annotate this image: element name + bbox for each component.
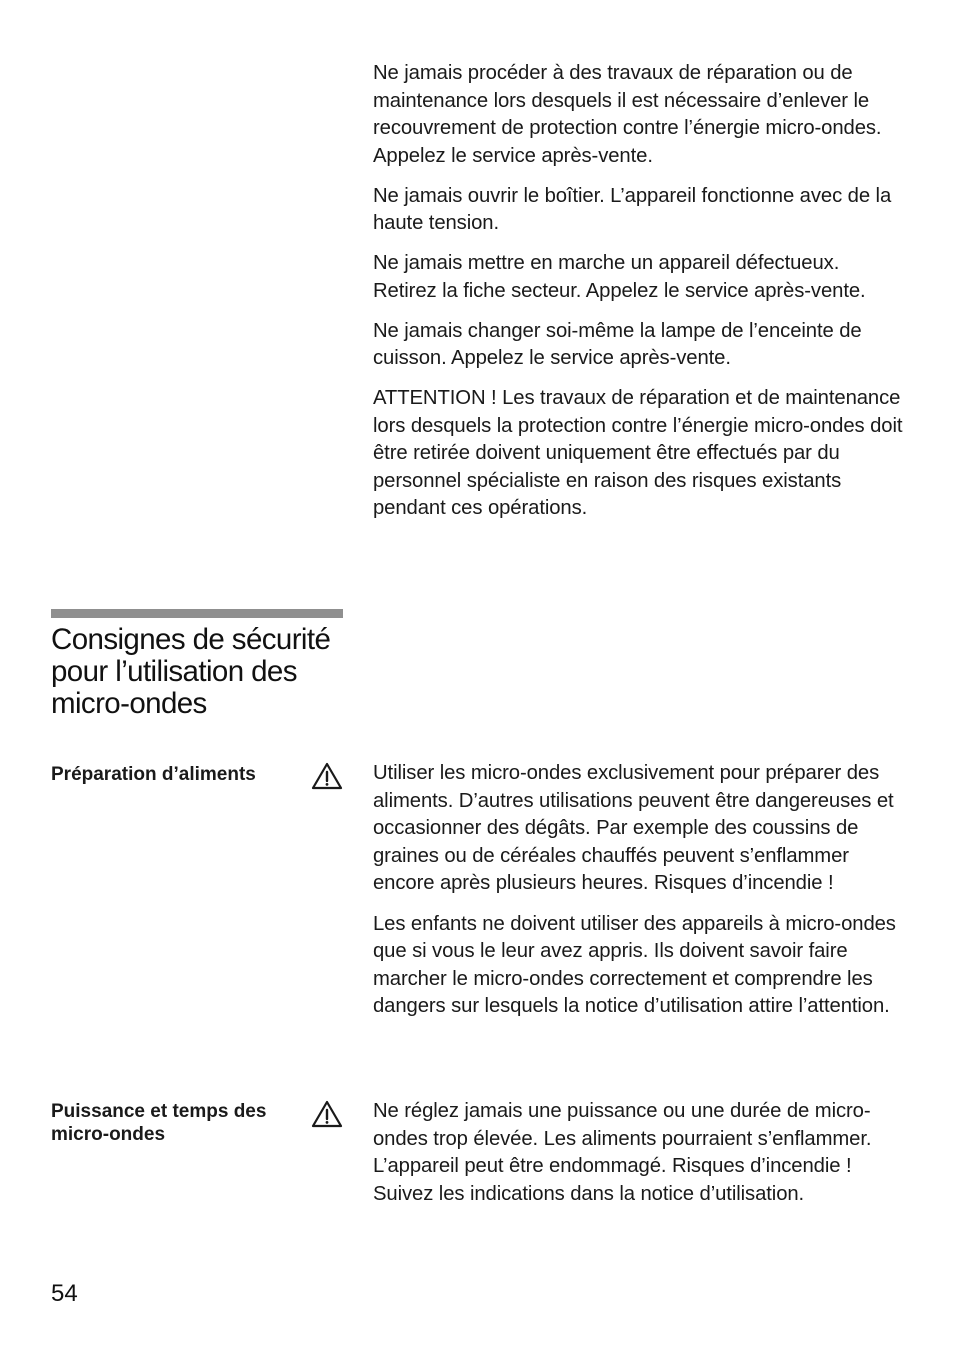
power-text <box>373 1098 905 1208</box>
warning-triangle-icon <box>311 1100 343 1128</box>
top-warnings <box>373 60 905 535</box>
label-power-time: Puissance et temps des micro-ondes <box>51 1101 267 1145</box>
paragraph-children: Les enfants ne doivent utiliser des appareils à micro-ondes que si vous le leur avez appris. Ils doivent savoir faire marcher le micro-ondes correctement et comprendre les dangers sur lesquels la notice d’utilisation attire l’attention. <box>373 912 896 1017</box>
paragraph-attention: ATTENTION ! Les travaux de réparation et de maintenance lors desquels la protection contre l’énergie micro-ondes doit être retirée doivent uniquement être effectués par du personnel spécialiste en raison des risques existants pendant ces opérations. <box>373 387 903 519</box>
section-title: Consignes de sécurité pour l’utilisation des micro-ondes <box>51 623 331 720</box>
preparation-text <box>373 760 905 1034</box>
section-divider-bar <box>51 609 343 618</box>
paragraph-power-warning: Ne réglez jamais une puissance ou une durée de micro-ondes trop élevée. Les aliments pourraient s’enflammer. L’appareil peut être endommagé. Risques d’incendie ! <box>373 1100 872 1177</box>
page-number: 54 <box>51 1280 78 1307</box>
paragraph-defective: Ne jamais mettre en marche un appareil défectueux. Retirez la fiche secteur. Appelez le service après-vente. <box>373 252 866 302</box>
label-preparation: Préparation d’aliments <box>51 764 256 785</box>
paragraph-housing: Ne jamais ouvrir le boîtier. L’appareil fonctionne avec de la haute tension. <box>373 184 892 234</box>
paragraph-follow-instructions: Suivez les indications dans la notice d’utilisation. <box>373 1182 805 1205</box>
paragraph-food-only: Utiliser les micro-ondes exclusivement pour préparer des aliments. D’autres utilisations peuvent être dangereuses et occasionner des dégâts. Par exemple des coussins de graines ou de céréales chauffés peuvent s’enflammer encore après plusieurs heures. Risques d’incendie ! <box>373 762 894 894</box>
paragraph-lamp: Ne jamais changer soi-même la lampe de l’enceinte de cuisson. Appelez le service après-vente. <box>373 319 862 369</box>
paragraph-repair: Ne jamais procéder à des travaux de réparation ou de maintenance lors desquels il est nécessaire d’enlever le recouvrement de protection contre l’énergie micro-ondes. Appelez le service après-vente. <box>373 62 882 167</box>
warning-triangle-icon <box>311 762 343 790</box>
